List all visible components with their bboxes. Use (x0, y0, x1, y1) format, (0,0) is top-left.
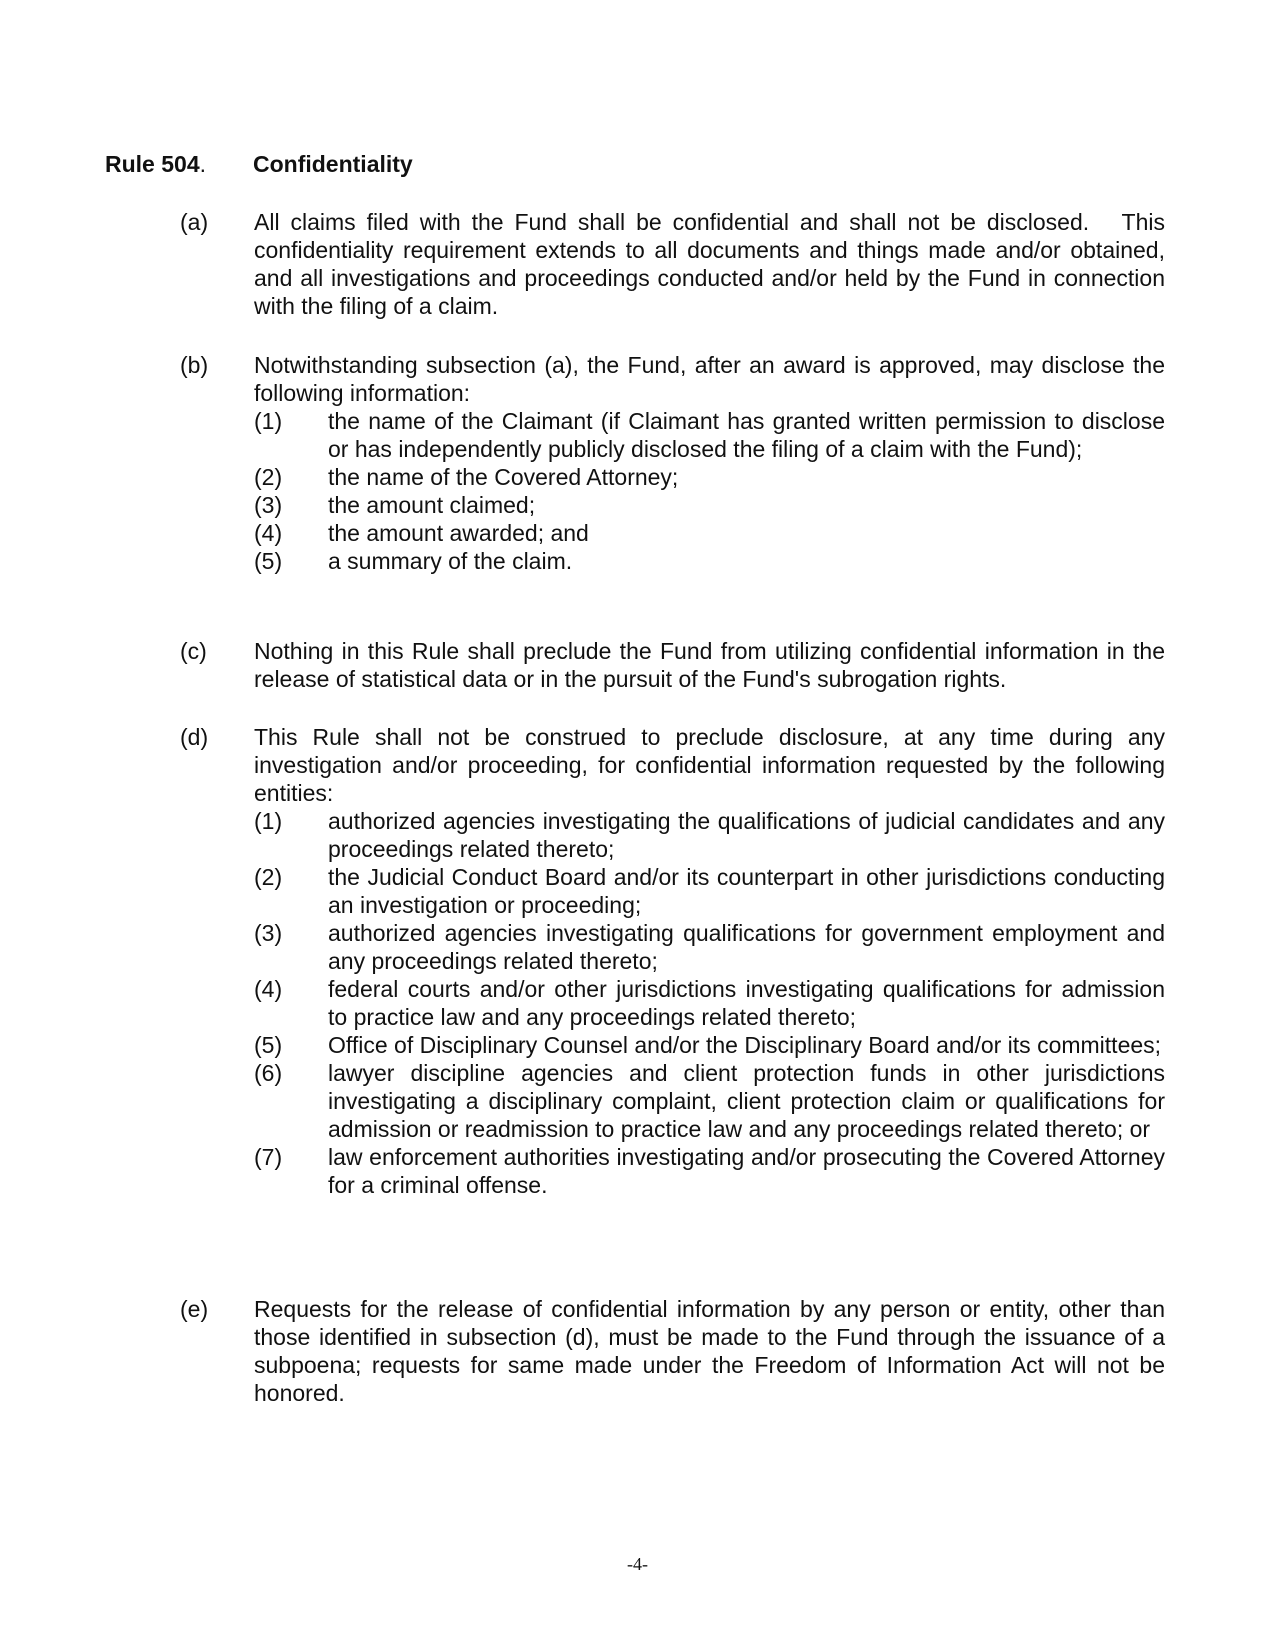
list-item (254, 519, 1165, 547)
list-item (254, 863, 1165, 919)
subsection-text: All claims filed with the Fund shall be confidential and shall not be disclosed. This confidentiality requirement extends to all documents and things made and/or obtained, and all investigations and proceedings conducted and/or held by the Fund in connection with the filing of a claim. (254, 209, 1172, 319)
item-text: the name of the Claimant (if Claimant has granted written permission to disclose or has independently publicly disclosed the filing of a claim with the Fund); (328, 408, 1165, 462)
subsection-text: Nothing in this Rule shall preclude the Fund from utilizing confidential information in the release of statistical data or in the pursuit of the Fund's subrogation rights. (254, 638, 1165, 692)
item-number: (7) (254, 1144, 283, 1170)
item-text: a summary of the claim. (328, 548, 573, 574)
subsection-c (180, 637, 1165, 693)
item-number: (1) (254, 808, 283, 834)
subsection-text: Notwithstanding subsection (a), the Fund, after an award is approved, may disclose the following information: (254, 352, 1165, 406)
list-item (254, 1031, 1165, 1059)
item-text: the amount claimed; (328, 492, 536, 518)
rule-number-punct: . (199, 151, 206, 177)
subsection-d (180, 723, 1165, 1199)
item-text: the name of the Covered Attorney; (328, 464, 679, 490)
list-item (254, 975, 1165, 1031)
item-text: the amount awarded; and (328, 520, 589, 546)
item-text: law enforcement authorities investigating and/or prosecuting the Covered Attorney for a criminal offense. (328, 1144, 1165, 1198)
item-number: (1) (254, 408, 283, 434)
list-item (254, 407, 1165, 463)
item-number: (4) (254, 520, 283, 546)
entities-list (254, 807, 1165, 1199)
subsection-label: (e) (180, 1296, 209, 1322)
subsection-e (180, 1295, 1165, 1407)
item-number: (2) (254, 864, 283, 890)
item-text: authorized agencies investigating qualifications for government employment and any proceedings related thereto; (328, 920, 1165, 974)
rule-heading (105, 150, 1165, 180)
list-item (254, 919, 1165, 975)
item-number: (6) (254, 1060, 283, 1086)
subsection-label: (d) (180, 724, 209, 750)
item-number: (3) (254, 492, 283, 518)
item-text: Office of Disciplinary Counsel and/or the Disciplinary Board and/or its committees; (328, 1032, 1162, 1058)
item-number: (3) (254, 920, 283, 946)
list-item (254, 463, 1165, 491)
subsection-text: Requests for the release of confidential information by any person or entity, other than those identified in subsection (d), must be made to the Fund through the issuance of a subpoena; requests for same made under the Freedom of Information Act will not be honored. (254, 1296, 1165, 1406)
disclosure-list (254, 407, 1165, 575)
item-text: authorized agencies investigating the qualifications of judicial candidates and any proceedings related thereto; (328, 808, 1165, 862)
item-number: (5) (254, 1032, 283, 1058)
subsection-a (180, 208, 1172, 320)
subsection-label: (b) (180, 352, 209, 378)
list-item (254, 547, 1165, 575)
item-number: (5) (254, 548, 283, 574)
subsection-label: (a) (180, 209, 209, 235)
subsection-text: This Rule shall not be construed to preclude disclosure, at any time during any investigation and/or proceeding, for confidential information requested by the following entities: (254, 724, 1165, 806)
list-item (254, 1143, 1165, 1199)
rule-number: Rule 504. (105, 151, 206, 177)
subsection-b (180, 351, 1165, 575)
rule-title: Confidentiality (253, 151, 413, 177)
list-item (254, 807, 1165, 863)
list-item (254, 1059, 1165, 1143)
item-text: lawyer discipline agencies and client protection funds in other jurisdictions investigating a disciplinary complaint, client protection claim or qualifications for admission or readmission to practice law and any proceedings related thereto; or (328, 1060, 1165, 1142)
subsection-label: (c) (180, 638, 207, 664)
item-number: (4) (254, 976, 283, 1002)
item-text: the Judicial Conduct Board and/or its counterpart in other jurisdictions conducting an investigation or proceeding; (328, 864, 1165, 918)
item-text: federal courts and/or other jurisdictions investigating qualifications for admission to practice law and any proceedings related thereto; (328, 976, 1165, 1030)
item-number: (2) (254, 464, 283, 490)
list-item (254, 491, 1165, 519)
page-number: -4- (627, 1554, 648, 1574)
